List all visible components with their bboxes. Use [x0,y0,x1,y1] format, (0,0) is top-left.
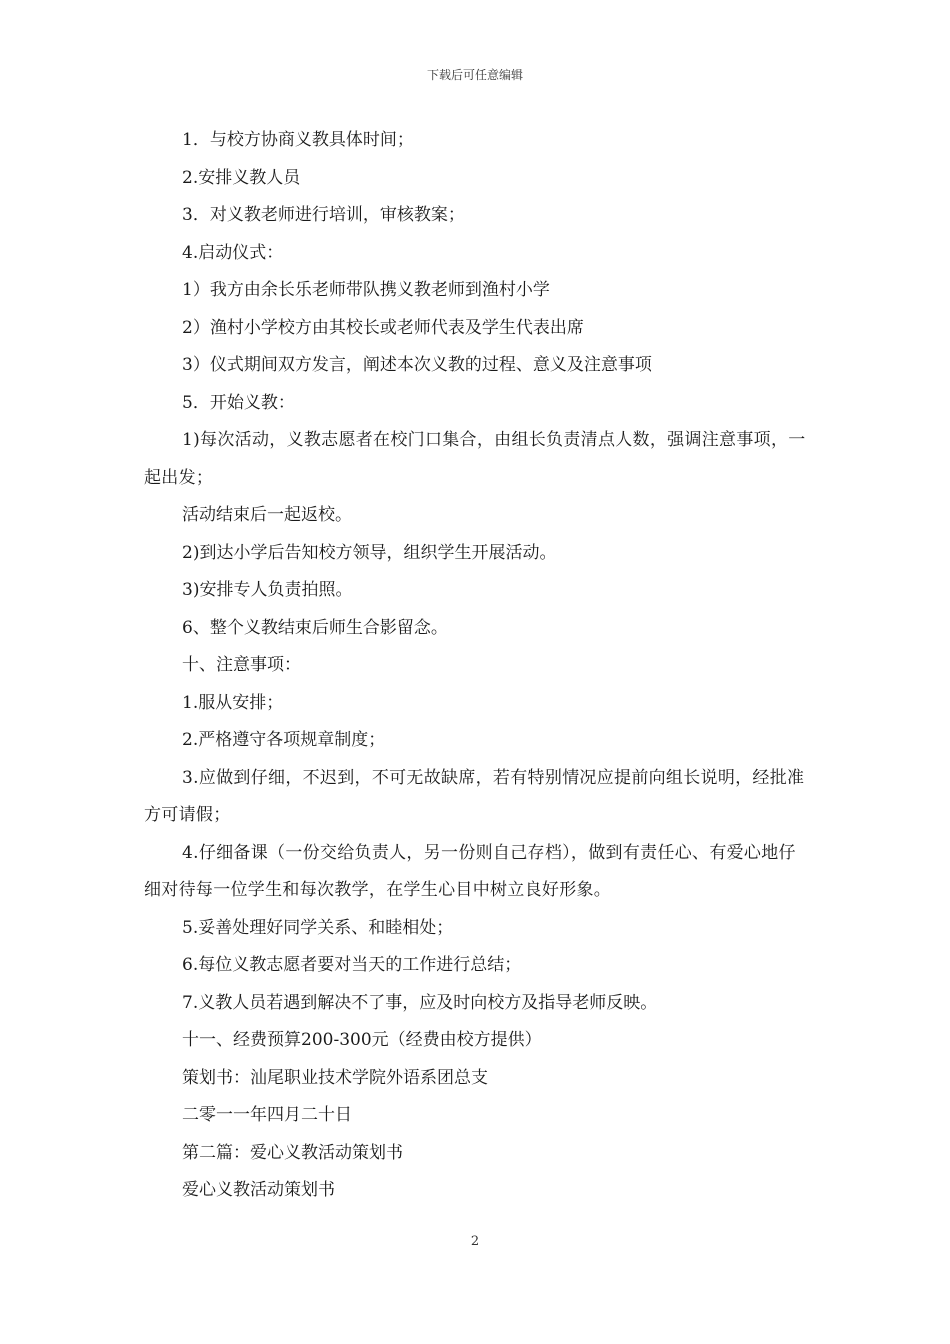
page-number: 2 [470,1234,480,1249]
date-line: 二零一一年四月二十日 [182,1105,352,1125]
paragraph: 5．开始义教： [182,392,295,413]
paragraph: 策划书：汕尾职业技术学院外语系团总支 [182,1067,488,1088]
paragraph: 3.应做到仔细，不迟到，不可无故缺席，若有特别情况应提前向组长说明，经批准方可请假； [144,767,805,825]
paragraph: 4.启动仪式： [182,242,284,263]
paragraph: 5.妥善处理好同学关系、和睦相处； [182,917,454,938]
paragraph: 6.每位义教志愿者要对当天的工作进行总结； [182,955,522,975]
chapter-heading: 第二篇：爱心义教活动策划书 [182,1142,403,1163]
paragraph: 活动结束后一起返校。 [182,505,352,525]
paragraph: 1．与校方协商义教具体时间； [182,130,414,150]
paragraph: 3．对义教老师进行培训，审核教案； [182,205,465,225]
paragraph: 1)每次活动，义教志愿者在校门口集合，由组长负责清点人数，强调注意事项，一起出发； [144,430,806,488]
paragraph: 4.仔细备课（一份交给负责人，另一份则自己存档），做到有责任心、有爱心地仔细对待每一位学生和每次教学，在学生心目中树立良好形象。 [144,842,796,900]
document-title: 爱心义教活动策划书 [182,1180,335,1200]
paragraph: 1.服从安排； [182,692,284,713]
page-header: 下载后可任意编辑 [426,68,523,82]
paragraph: 3）仪式期间双方发言，阐述本次义教的过程、意义及注意事项 [182,355,652,375]
paragraph: 1）我方由余长乐老师带队携义教老师到渔村小学 [182,280,550,300]
section-heading: 十、注意事项： [182,655,301,675]
paragraph: 2.安排义教人员 [182,167,301,188]
paragraph: 3)安排专人负责拍照。 [182,580,353,600]
section-heading: 十一、经费预算200-300元（经费由校方提供） [182,1030,542,1050]
paragraph: 2.严格遵守各项规章制度； [182,730,386,750]
paragraph: 6、整个义教结束后师生合影留念。 [182,617,448,638]
paragraph: 7.义教人员若遇到解决不了事，应及时向校方及指导老师反映。 [182,992,658,1013]
paragraph: 2)到达小学后告知校方领导，组织学生开展活动。 [182,542,557,563]
document-body [144,122,808,1210]
paragraph: 2）渔村小学校方由其校长或老师代表及学生代表出席 [182,317,584,338]
